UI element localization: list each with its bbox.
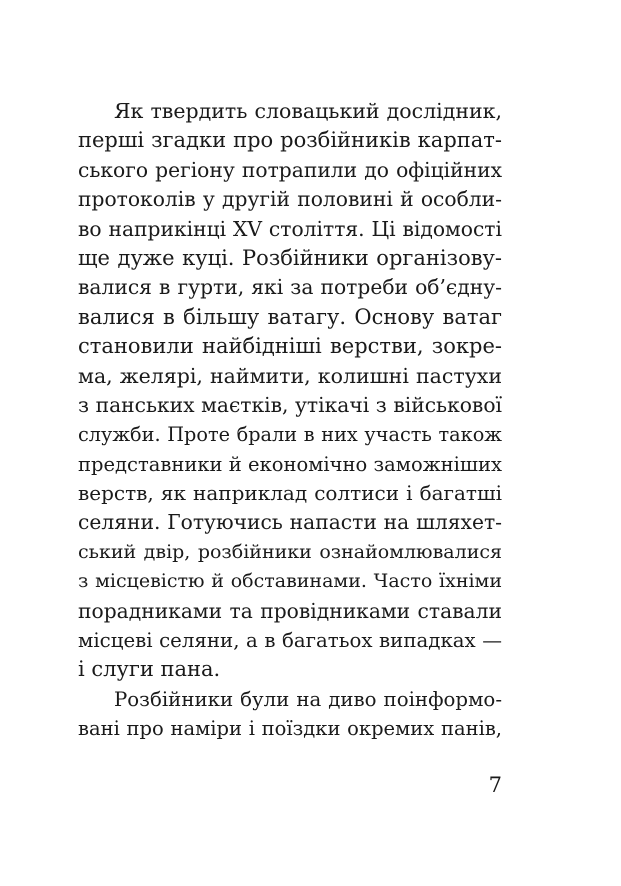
text-line: служби. Проте брали в них участь також (78, 423, 502, 447)
body-text (78, 97, 502, 744)
text-line: валися в гурти, які за потреби об’єдну- (78, 275, 502, 300)
text-line: вані про наміри і поїздки окремих панів, (78, 717, 502, 741)
text-line: місцеві селяни, а в багатьох випадках — (78, 629, 502, 653)
text-line: Як твердить словацький дослідник, (114, 99, 502, 123)
page-number: 7 (488, 773, 502, 797)
text-line: во наприкінці XV століття. Ці відомості (78, 216, 502, 241)
text-line: перші згадки про розбійників карпат- (78, 128, 502, 153)
text-line: Розбійники були на диво поінформо- (114, 687, 502, 711)
text-line: верств, як наприклад солтиси і багатші (78, 481, 502, 506)
text-line: ського регіону потрапили до офіційних (78, 157, 502, 182)
text-line: ма, желярі, наймити, колишні пастухи (78, 363, 502, 388)
text-line: з місцевістю й обставинами. Часто їхніми (78, 570, 502, 593)
text-line: ще дуже куці. Розбійники організову- (78, 245, 502, 270)
text-line: і слуги пана. (78, 657, 221, 682)
text-line: становили найбідніші верстви, зокре- (78, 334, 502, 359)
text-line: валися в більшу ватагу. Основу ватаг (78, 304, 502, 329)
text-line: представники й економічно заможніших (78, 452, 502, 476)
text-line: селяни. Готуючись напасти на шляхет- (78, 510, 502, 535)
text-line: ський двір, розбійники ознайомлювалися (78, 540, 502, 563)
text-line: протоколів у другій половині й особли- (78, 187, 502, 212)
text-line: порадниками та провідниками ставали (78, 598, 502, 623)
text-line: з панських маєтків, утікачі з військової (78, 392, 502, 417)
